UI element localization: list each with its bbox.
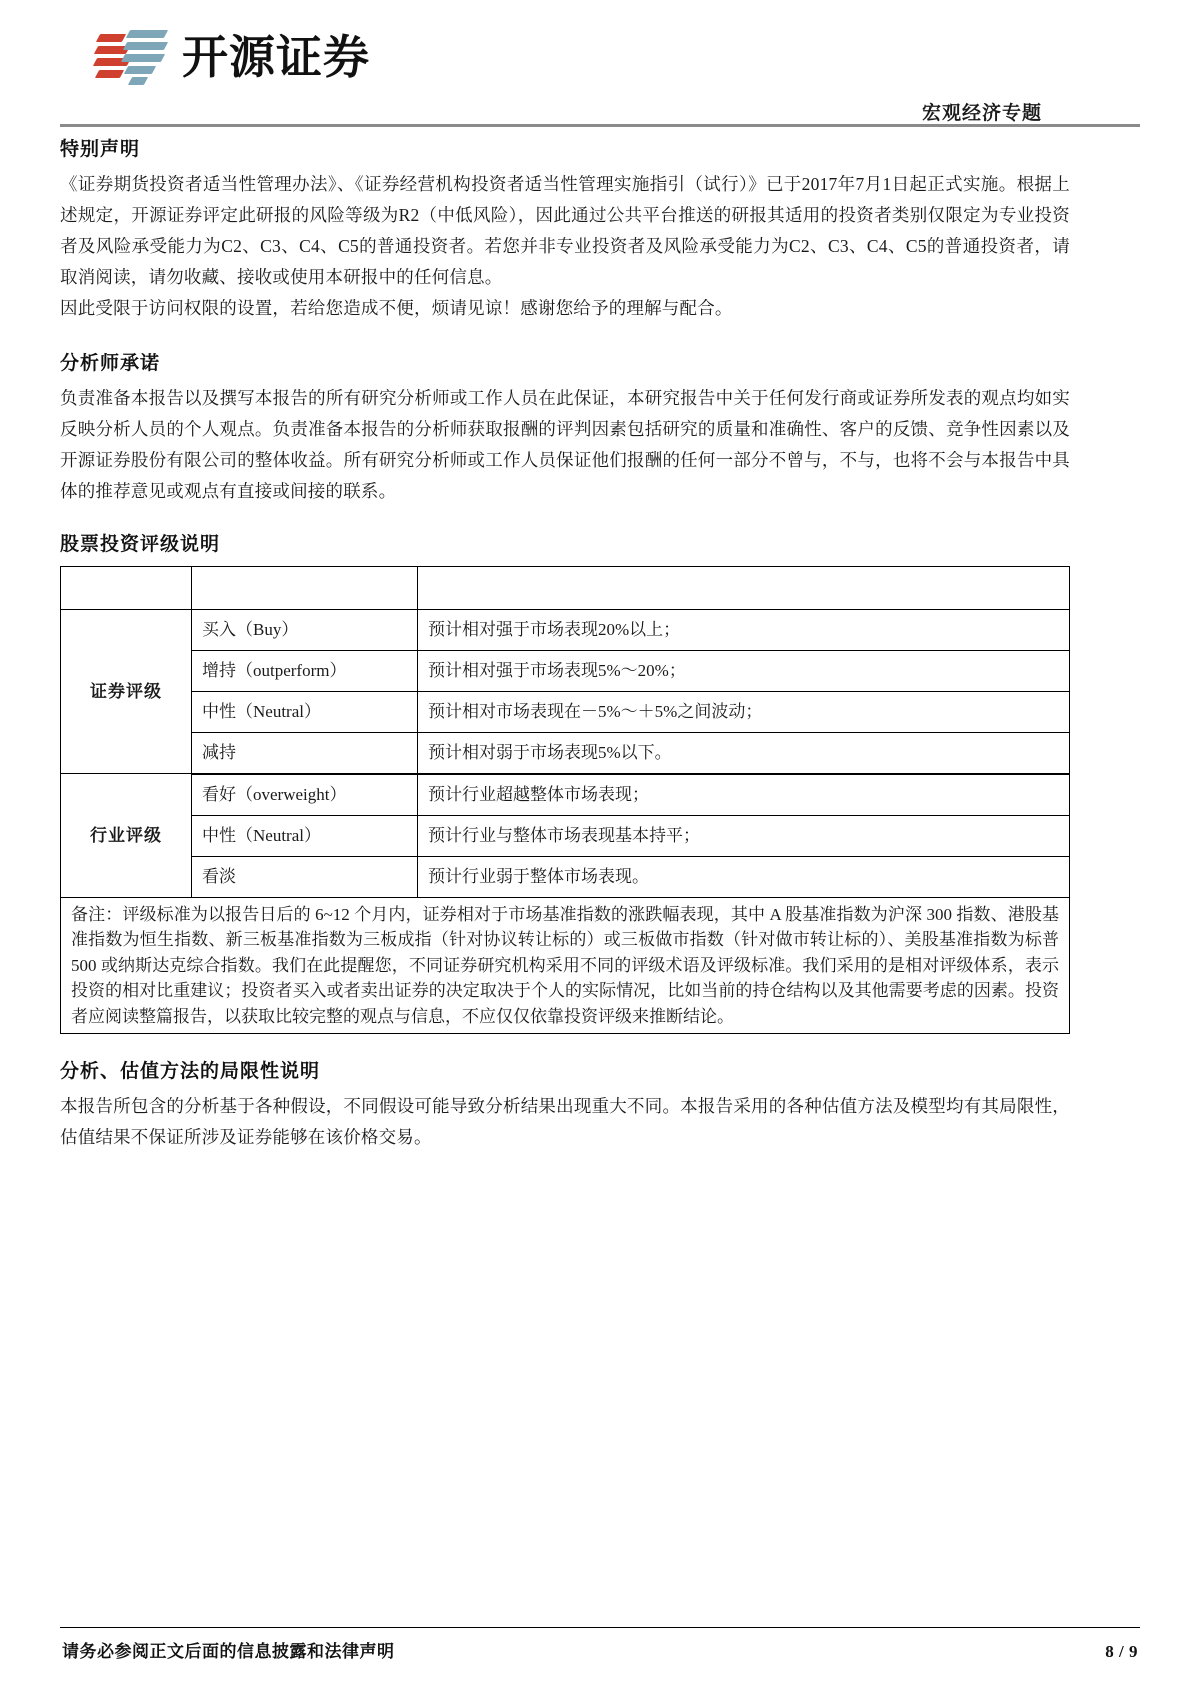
rating-name: 增持（outperform）: [192, 650, 418, 691]
group-label-industry-rating: 行业评级: [61, 774, 192, 898]
special-statement-paragraph-2: 因此受限于访问权限的设置，若给您造成不便，烦请见谅！感谢您给予的理解与配合。: [60, 298, 733, 319]
document-body: [60, 136, 1070, 1153]
rating-description: 预计相对弱于市场表现5%以下。: [418, 732, 1070, 774]
table-cell-blank-1: [61, 566, 192, 609]
limitations-paragraph-1: 本报告所包含的分析基于各种假设，不同假设可能导致分析结果出现重大不同。本报告采用的各种估值方法及模型均有其局限性，估值结果不保证所涉及证券能够在该价格交易。: [60, 1095, 1070, 1147]
table-row: [61, 609, 1070, 650]
table-row: [61, 650, 1070, 691]
page-header: [0, 0, 1200, 128]
group-label-securities-rating: 证券评级: [61, 609, 192, 774]
rating-name: 看淡: [192, 856, 418, 897]
table-cell-blank-2: [192, 566, 418, 609]
table-row: [61, 732, 1070, 774]
rating-name: 买入（Buy）: [192, 609, 418, 650]
table-row: [61, 691, 1070, 732]
section-title-special-statement: 特别声明: [60, 139, 141, 160]
rating-description: 预计行业弱于整体市场表现。: [418, 856, 1070, 897]
rating-description: 预计相对市场表现在－5%～＋5%之间波动；: [418, 691, 1070, 732]
table-row-blank-header: [61, 566, 1070, 609]
table-row: [61, 774, 1070, 816]
table-row-note: [61, 897, 1070, 1034]
table-row: [61, 815, 1070, 856]
rating-name: 中性（Neutral）: [192, 691, 418, 732]
special-statement-paragraph-1: 《证券期货投资者适当性管理办法》、《证券经营机构投资者适当性管理实施指引（试行）》已于2017年7月1日起正式实施。根据上述规定，开源证券评定此研报的风险等级为R2（中低风险），因此通过公共平台推送的研报其适用的投资者类别仅限定为专业投资者及风险承受能力为C2、C3、C4、C5的普通投资者。若您并非专业投资者及风险承受能力为C2、C3、C4、C5的普通投资者，请取消阅读，请勿收藏、接收或使用本研报中的任何信息。: [60, 173, 1070, 287]
section-title-limitations: 分析、估值方法的局限性说明: [60, 1061, 321, 1083]
rating-name: 看好（overweight）: [192, 774, 418, 816]
header-divider: [60, 124, 1140, 127]
rating-name: 中性（Neutral）: [192, 815, 418, 856]
rating-description: 预计相对强于市场表现5%～20%；: [418, 650, 1070, 691]
analyst-commitment-paragraph-1: 负责准备本报告以及撰写本报告的所有研究分析师或工作人员在此保证，本研究报告中关于任何发行商或证券所发表的观点均如实反映分析人员的个人观点。负责准备本报告的分析师获取报酬的评判因素包括研究的质量和准确性、客户的反馈、竞争性因素以及开源证券股份有限公司的整体收益。所有研究分析师或工作人员保证他们报酬的任何一部分不曾与，不与，也将不会与本报告中具体的推荐意见或观点有直接或间接的联系。: [60, 387, 1070, 502]
footer-divider: [60, 1627, 1140, 1628]
table-row: [61, 856, 1070, 897]
rating-description: 预计行业与整体市场表现基本持平；: [418, 815, 1070, 856]
table-cell-blank-3: [418, 566, 1070, 609]
rating-description: 预计相对强于市场表现20%以上；: [418, 609, 1070, 650]
section-title-analyst-commitment: 分析师承诺: [60, 353, 161, 375]
logo-mark-icon: [96, 26, 168, 88]
rating-description: 预计行业超越整体市场表现；: [418, 774, 1070, 816]
footer-page-number: 8 / 9: [1105, 1642, 1138, 1661]
logo-wordmark: 开源证券: [182, 30, 370, 84]
section-title-rating-explanation: 股票投资评级说明: [60, 534, 221, 556]
company-logo: [96, 26, 370, 88]
footer-disclaimer: 请务必参阅正文后面的信息披露和法律声明: [62, 1642, 395, 1661]
stock-rating-table: [60, 566, 1070, 1035]
report-category-label: 宏观经济专题: [921, 103, 1042, 124]
rating-table-note: 备注：评级标准为以报告日后的 6~12 个月内，证券相对于市场基准指数的涨跌幅表现，其中 A 股基准指数为沪深 300 指数、港股基准指数为恒生指数、新三板基准指数为三板成指（针对协议转让标的）或三板做市指数（针对做市转让标的）、美股基准指数为标普 500 或纳斯达克综合指数。我们在此提醒您，不同证券研究机构采用不同的评级术语及评级标准。我们采用的是相对评级体系，表示投资的相对比重建议；投资者买入或者卖出证券的决定取决于个人的实际情况，比如当前的持仓结构以及其他需要考虑的因素。投资者应阅读整篇报告，以获取比较完整的观点与信息，不应仅仅依靠投资评级来推断结论。: [61, 897, 1070, 1034]
rating-name: 减持: [192, 732, 418, 774]
